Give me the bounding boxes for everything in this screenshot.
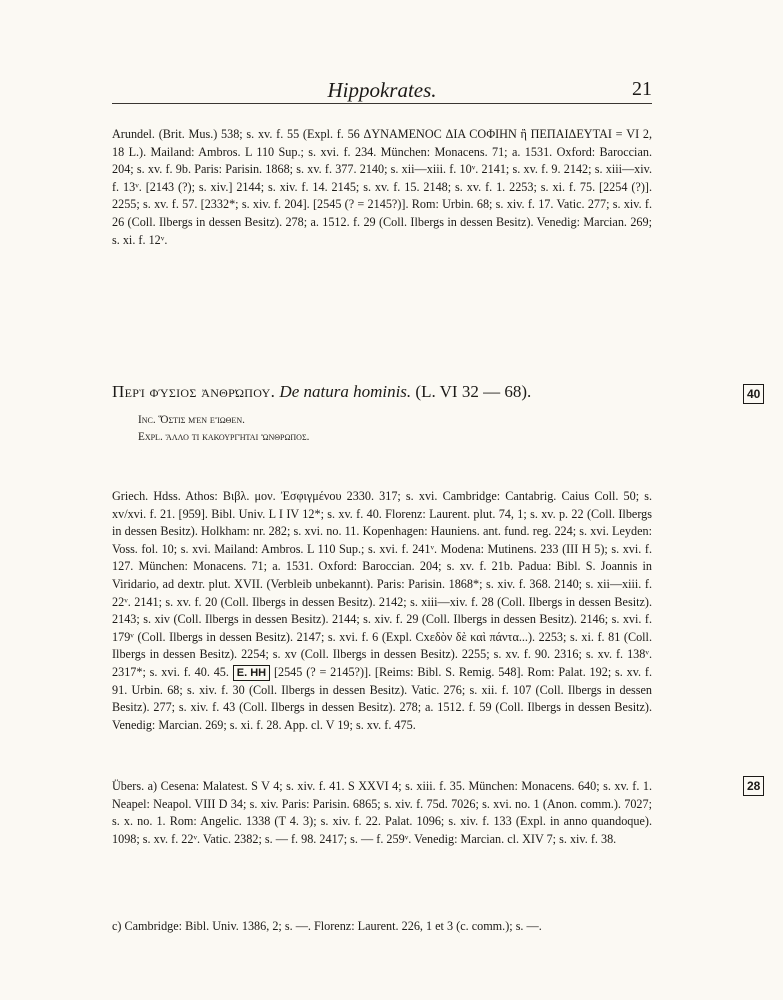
incipit-line: Inc. Ὅστις μὲν εἴωθεν.: [138, 414, 245, 426]
section-greek-title: Περὶ φύσιος ἀνθρώπου.: [112, 382, 276, 401]
explicit-line: Expl. ἄλλο τι κακουργήται ὥνθρωπος.: [138, 431, 310, 443]
manuscript-list-2: [112, 488, 652, 734]
translations-list: Übers. a) Cesena: Malatest. S V 4; s. xiv. f. 41. S XXVI 4; s. xiii. f. 35. München: Monacens. 640; s. xv. f. 1. Neapel: Neapol. VIII D 34; s. xiv. Paris: Parisin. 6865; s. xiv. f. 75d. 7026; s. xvi. no. 1 (Anon. comm.). 7027; s. x. no. 1. Rom: Angelic. 1338 (T 4. 3); s. xiv. f. 22. Palat. 1096; s. xiv. f. 133 (Expl. in anno quandoque). 1098; s. xv. f. 22ᵛ. Vatic. 2382; s. — f. 98. 2417; s. — f. 259ᵛ. Venedig: Marcian. cl. XIV 7; s. xiv. f. 38.: [112, 779, 652, 846]
section-title: [112, 382, 531, 402]
section-incipit-explicit: [138, 412, 309, 446]
manuscript-list-1: Arundel. (Brit. Mus.) 538; s. xv. f. 55 (Expl. f. 56 ΔYNAMENOC ΔIA COΦIHN ἢ ΠΕΠΑΙΔΕΥΤΑΙ = VI 2, 18 L.). Mailand: Ambros. L 110 Sup.; s. xvi. f. 234. München: Monacens. 71; a. 1531. Oxford: Baroccian. 204; s. xv. f. 9b. Paris: Parisin. 1868; s. xv. f. 377. 2140; s. xii—xiii. f. 10ᵛ. 2141; s. xv. f. 9. 2142; s. xiii—xiv. f. 13ᵛ. [2143 (?); s. xiv.] 2144; s. xiv. f. 14. 2145; s. xv. f. 15. 2148; s. xv. f. 1. 2253; s. xi. f. 75. [2254 (?)]. 2255; s. xv. f. 57. [2332*; s. xiv. f. 204]. [2545 (? = 2145?)]. Rom: Urbin. 68; s. xiv. f. 17. Vatic. 277; s. xiv. f. 26 (Coll. Ilbergs in dessen Besitz). 278; a. 1512. f. 29 (Coll. Ilbergs in dessen Besitz). Venedig: Marcian. 269; s. xi. f. 12ᵛ.: [112, 127, 652, 247]
section-latin-title: De natura hominis.: [279, 382, 412, 401]
greek-manuscripts-tail: [2545 (? = 2145?)]. [Reims: Bibl. S. Remig. 548]. Rom: Palat. 192; s. xv. f. 91. Urbin. 68; s. xiv. f. 30 (Coll. Ilbergs in dessen Besitz). Vatic. 276; s. xii. f. 107 (Coll. Ilbergs in dessen Besitz). 277; s. xiv. f. 43 (Coll. Ilbergs in dessen Besitz). 278; a. 1512. f. 59 (Coll. Ilbergs in dessen Besitz). Venedig: Marcian. 269; s. xi. f. 28. App. cl. V 19; s. xv. f. 475.: [112, 664, 653, 732]
section-reference: (L. VI 32 — 68).: [415, 382, 532, 401]
eh-box: E. HH: [233, 665, 270, 681]
header-rule: [112, 103, 652, 104]
page-number: 21: [632, 78, 652, 100]
greek-manuscripts-text: Griech. Hdss. Athos: Βιβλ. μον. Ἐσφιγμένου 2330. 317; s. xvi. Cambridge: Cantabrig. Caius Coll. 50; s. xv/xvi. f. 21. [959]. Bibl. Univ. L I IV 12*; s. xv. f. 40. Florenz: Laurent. plut. 74, 1; s. xv. p. 22 (Coll. Ilbergs in dessen Besitz). Holkham: nr. 282; s. xvi. no. 11. Kopenhagen: Hauniens. ant. fund. reg. 224; s. xvi. Leyden: Voss. fol. 10; s. xvi. Mailand: Ambros. L 110 Sup.; s. xvi. f. 241ᵛ. Modena: Mutinens. 233 (III H 5); s. xvi. f. 127. München: Monacens. 71; a. 1531. Oxford: Baroccian. 204; s. xv. f. 21b. Padua: Bibl. S. Joannis in Viridario, ad dextr. plut. XVII. (Verbleib unbekannt). Paris: Parisin. 1868*; s. xiv. f. 368. 2140; s. xii—xiii. f. 22ᵛ. 2141; s. xv. f. 20 (Coll. Ilbergs in dessen Besitz). 2142; s. xiii—xiv. f. 28 (Coll. Ilbergs in dessen Besitz). 2143; s. xiv (Coll. Ilbergs in dessen Besitz). 2144; s. xiv. f. 29 (Coll. Ilbergs in dessen Besitz). 2146; s. xvi. f. 179ᵛ (Coll. Ilbergs in dessen Besitz). 2147; s. xvi. f. 6 (Expl. Cxεδὸν δὲ καὶ πάντα...). 2253; s. xi. f. 81 (Coll. Ilbergs in dessen Besitz). 2254; s. xv (Coll. Ilbergs in dessen Besitz). 2255; s. xv. f. 90. 2316; s. xv. f. 138ᵛ. 2317*; s. xvi. f. 40. 45.: [112, 489, 652, 679]
translations-list-c: c) Cambridge: Bibl. Univ. 1386, 2; s. —. Florenz: Laurent. 226, 1 et 3 (c. comm.); s. —.: [112, 919, 542, 933]
running-header: [112, 78, 652, 104]
margin-number-28: 28: [743, 776, 764, 796]
margin-number-40: 40: [743, 384, 764, 404]
running-title: Hippokrates.: [327, 78, 437, 102]
